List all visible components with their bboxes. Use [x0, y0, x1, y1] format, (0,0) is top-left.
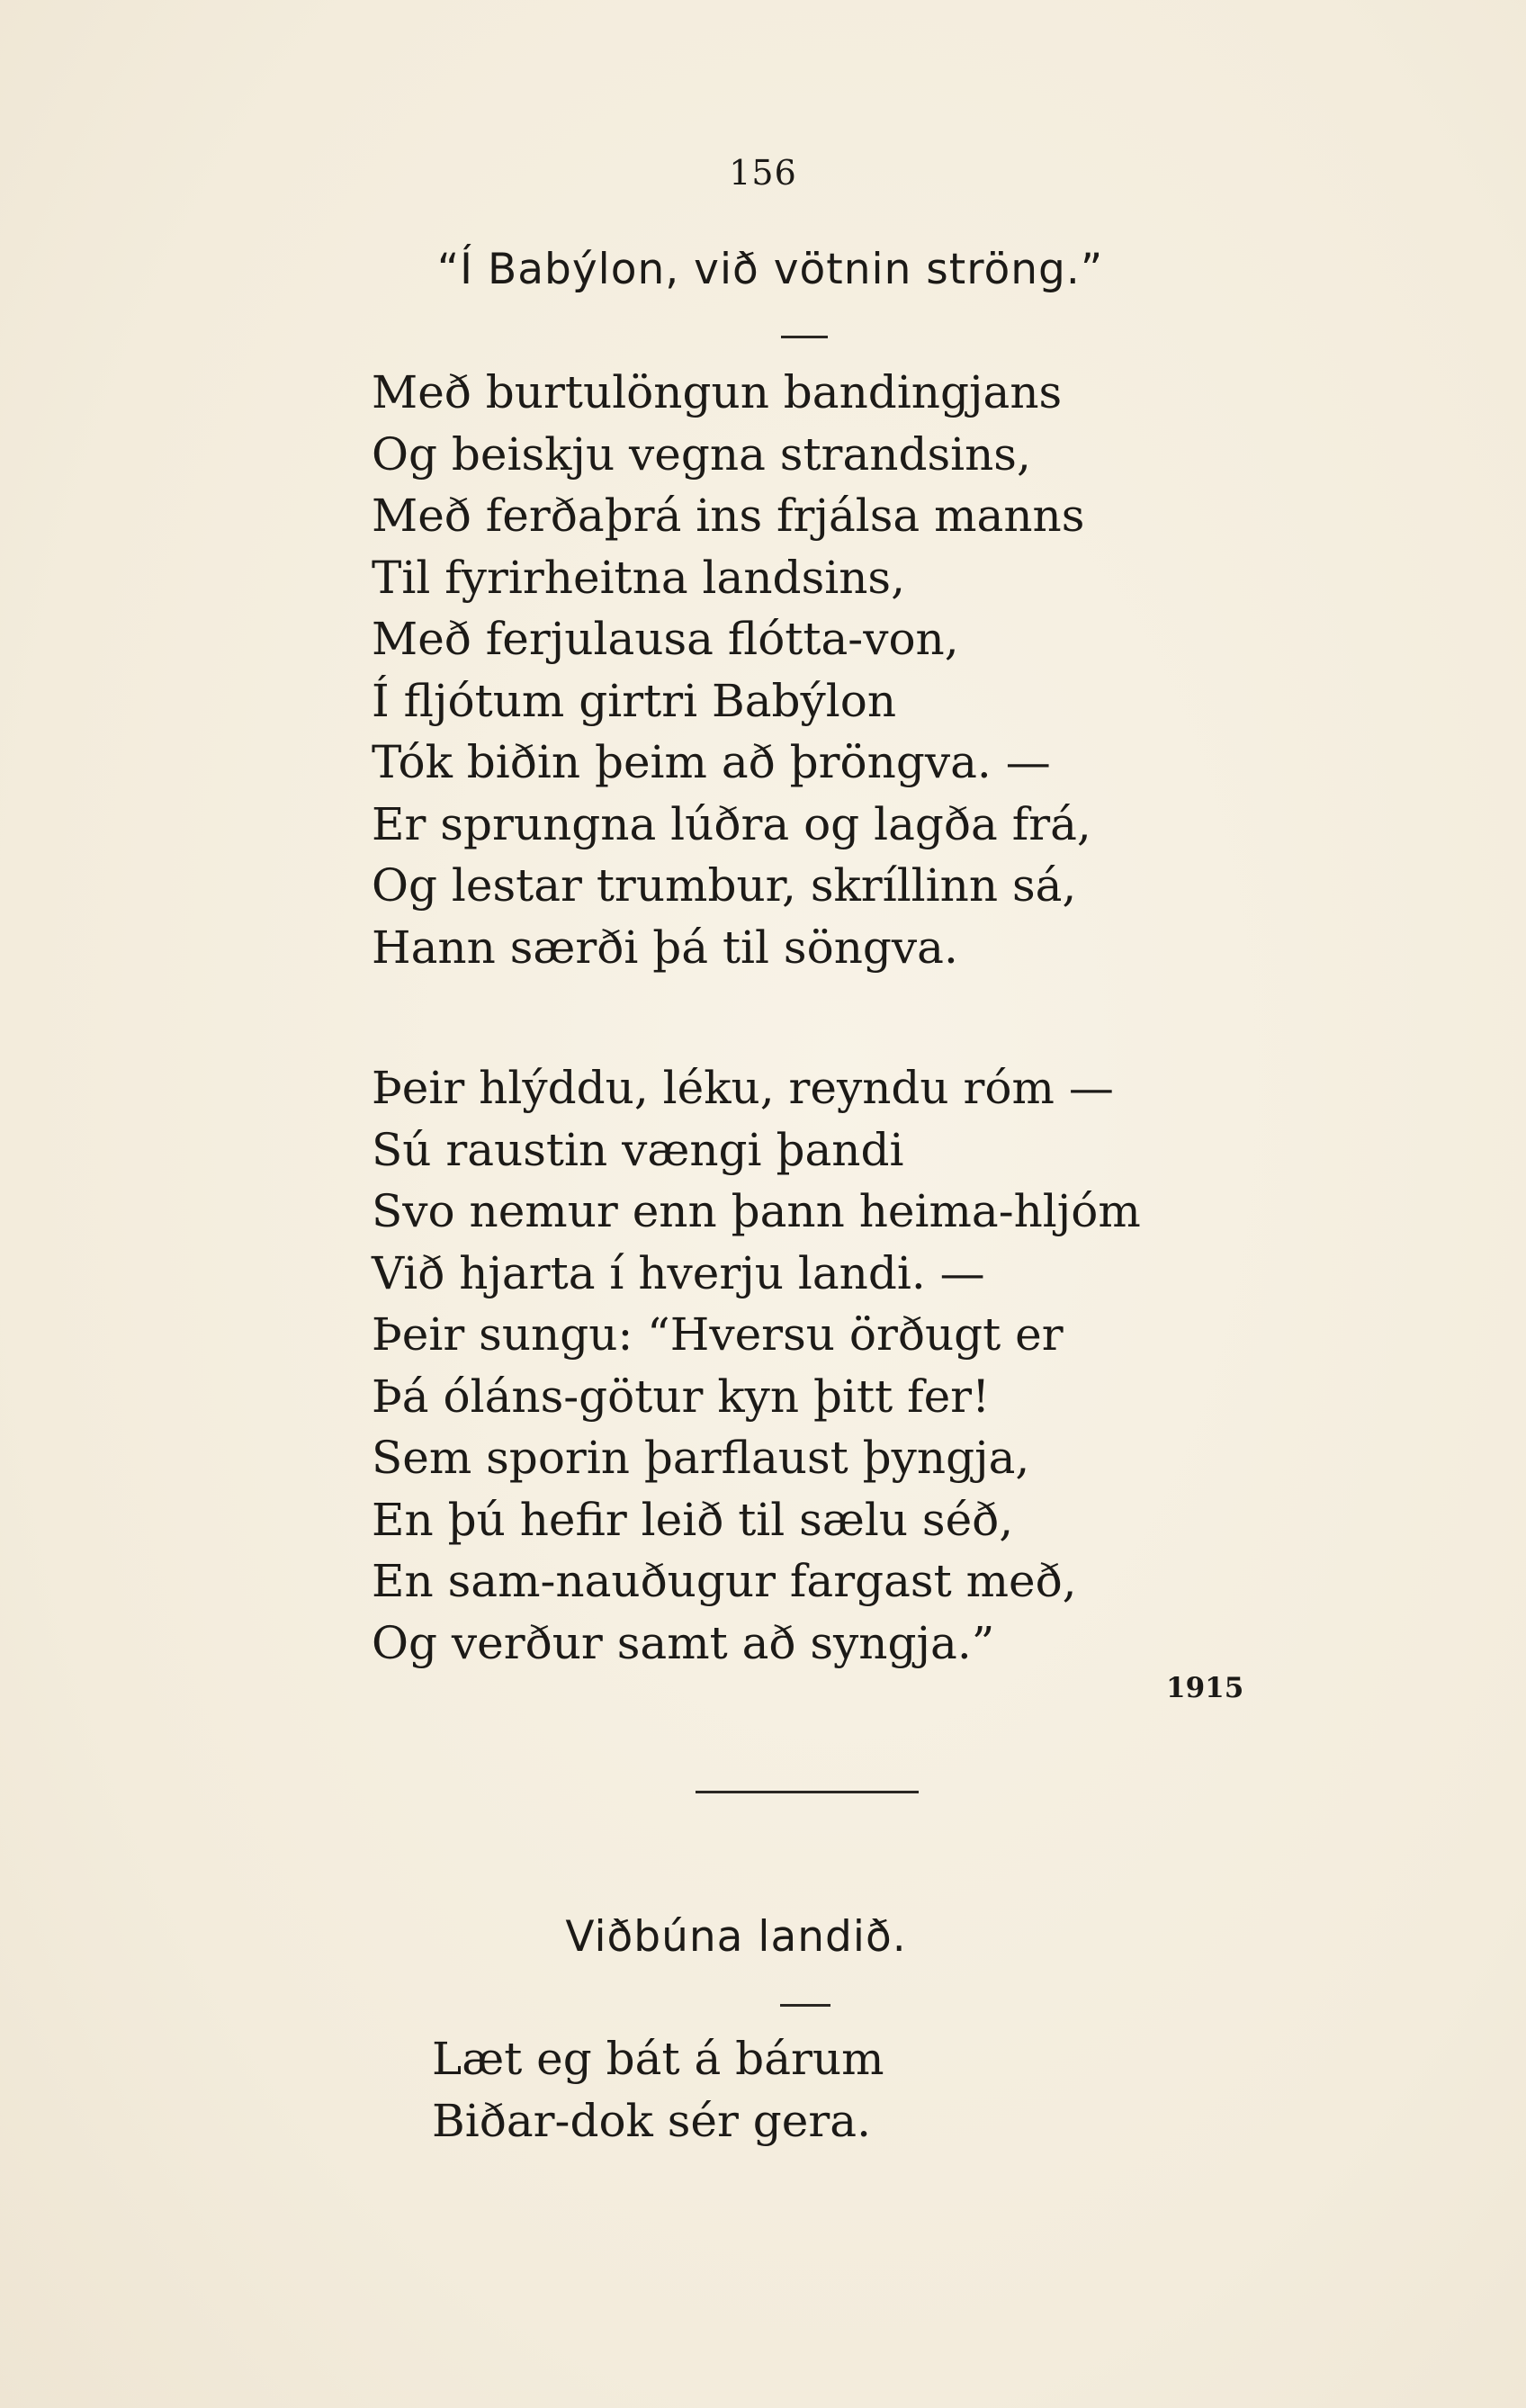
poem-title: “Í Babýlon, við vötnin ströng.”	[436, 245, 1104, 294]
title-divider	[781, 336, 828, 338]
verse-line: Sem sporin þarflaust þyngja,	[372, 1432, 1030, 1484]
verse-line: En þú hefir leið til sælu séð,	[372, 1493, 1014, 1546]
stanza	[432, 2028, 884, 2152]
verse-line: Með ferðaþrá ins frjálsa manns	[372, 490, 1085, 542]
title-divider	[780, 2004, 830, 2007]
verse-line: Með burtulöngun bandingjans	[372, 366, 1063, 418]
verse-line: Til fyrirheitna landsins,	[372, 551, 905, 604]
verse-line: Læt eg bát á bárum	[432, 2033, 884, 2085]
verse-line: Og beiskju vegna strandsins,	[372, 427, 1031, 481]
verse-line: Er sprungna lúðra og lagða frá,	[372, 797, 1091, 850]
verse-line: Sú raustin vængi þandi	[372, 1123, 904, 1176]
verse-line: Þeir sungu: “Hversu örðugt er	[372, 1308, 1064, 1361]
verse-line: Og verður samt að syngja.”	[372, 1616, 995, 1669]
verse-line: Þá óláns-götur kyn þitt fer!	[372, 1370, 991, 1423]
section-divider	[696, 1791, 919, 1793]
stanza	[372, 1057, 1141, 1674]
verse-line: Svo nemur enn þann heima-hljóm	[372, 1185, 1141, 1237]
verse-line: Þeir hlýddu, léku, reyndu róm —	[372, 1062, 1114, 1114]
verse-line: Og lestar trumbur, skríllinn sá,	[372, 859, 1077, 912]
verse-line: Hann særði þá til söngva.	[372, 921, 958, 974]
stanza	[372, 362, 1091, 978]
verse-line: Við hjarta í hverju landi. —	[372, 1246, 985, 1299]
verse-line: Í fljótum girtri Babýlon	[372, 674, 897, 727]
verse-line: Með ferjulausa flótta-von,	[372, 613, 959, 665]
verse-line: Biðar-dok sér gera.	[432, 2094, 871, 2147]
verse-line: En sam-nauðugur fargast með,	[372, 1555, 1077, 1607]
page-number: 156	[729, 153, 797, 193]
poem-year: 1915	[1166, 1672, 1244, 1704]
verse-line: Tók biðin þeim að þröngva. —	[372, 736, 1051, 788]
poem-title: Viðbúna landið.	[565, 1912, 907, 1962]
